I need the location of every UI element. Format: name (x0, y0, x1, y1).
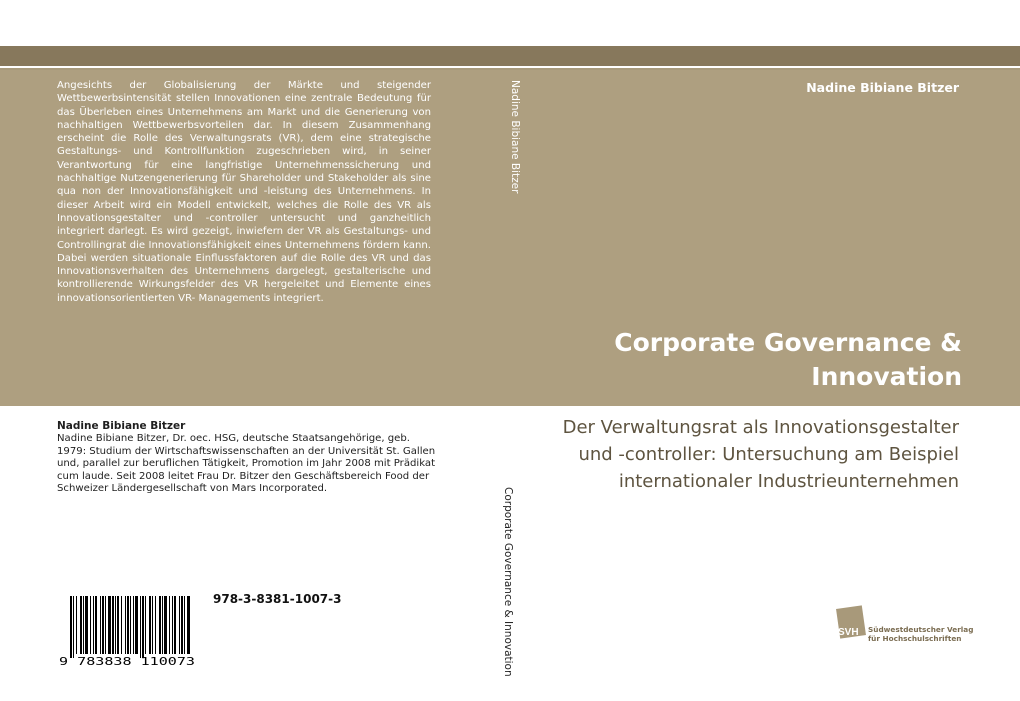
svh-logo-letters: SVH (838, 627, 859, 638)
publisher-name (868, 625, 973, 643)
barcode (58, 594, 198, 668)
back-cover-blurb: Angesichts der Globalisierung der Märkte und steigender Wettbewerbsintensität stellen Innovationen eine zentrale Bedeutung für das Überleben eines Unternehmens am Markt und die Generierung von nachhaltigen Wettbewerbsvorteilen dar. In diesem Zusammenhang erscheint die Rolle des Verwaltungsrats (VR), dem eine strategische Gestaltungs- und Kontrollfunktion zugeschrieben wird, in seiner Verantwortung für eine langfristige Unternehmenssicherung und nachhaltige Nutzengenerierung für Shareholder und Stakeholder als sine qua non der Innovationsfähigkeit und -leistung des Unternehmens. In dieser Arbeit wird ein Modell entwickelt, welches die Rolle des VR als Innovationsgestalter und -controller untersucht und ganzheitlich integriert darlegt. Es wird gezeigt, inwiefern der VR als Gestaltungs- und Controllingrat die Innovationsfähigkeit eines Unternehmens fördern kann. Dabei werden situationale Einflussfaktoren auf die Rolle des VR und das Innovationsverhalten des Unternehmens dargelegt, gestalterische und kontrollierende Wirkungsfelder des VR hergeleitet und Elemente eines innovationsorientierten VR- Managements integriert. (57, 80, 431, 304)
isbn: 978-3-8381-1007-3 (213, 592, 342, 606)
author-bio: Nadine Bibiane Bitzer, Dr. oec. HSG, deutsche Staatsangehörige, geb. 1979: Studium der Wirtschaftswissenschaften an der Universität St. Gallen und, parallel zur beruflichen Tätigkeit, Promotion im Jahr 2008 mit Prädikat cum laude. Seit 2008 leitet Frau Dr. Bitzer den Geschäftsbereich Food der Schweizer Ländergesellschaft von Mars Incorporated. (57, 433, 436, 494)
publisher-logo (836, 605, 976, 651)
book-subtitle: Der Verwaltungsrat als Innovationsgestalter und -controller: Untersuchung am Beispiel internationaler Industrieunternehmen (562, 417, 959, 492)
author-bio-name: Nadine Bibiane Bitzer (57, 420, 186, 432)
top-color-strip (0, 46, 1020, 66)
svh-logo-icon (836, 605, 866, 645)
book-title-line: Innovation (811, 362, 962, 391)
spine-title: Corporate Governance & Innovation (502, 487, 514, 677)
book-title (614, 326, 962, 394)
spine-author: Nadine Bibiane Bitzer (509, 80, 521, 194)
publisher-name-line: für Hochschulschriften (868, 634, 962, 643)
book-title-line: Corporate Governance & (614, 328, 962, 357)
front-cover-author: Nadine Bibiane Bitzer (806, 80, 959, 95)
barcode-digits: 9 783838 110073 (59, 655, 195, 668)
publisher-name-line: Südwestdeutscher Verlag (868, 625, 974, 634)
